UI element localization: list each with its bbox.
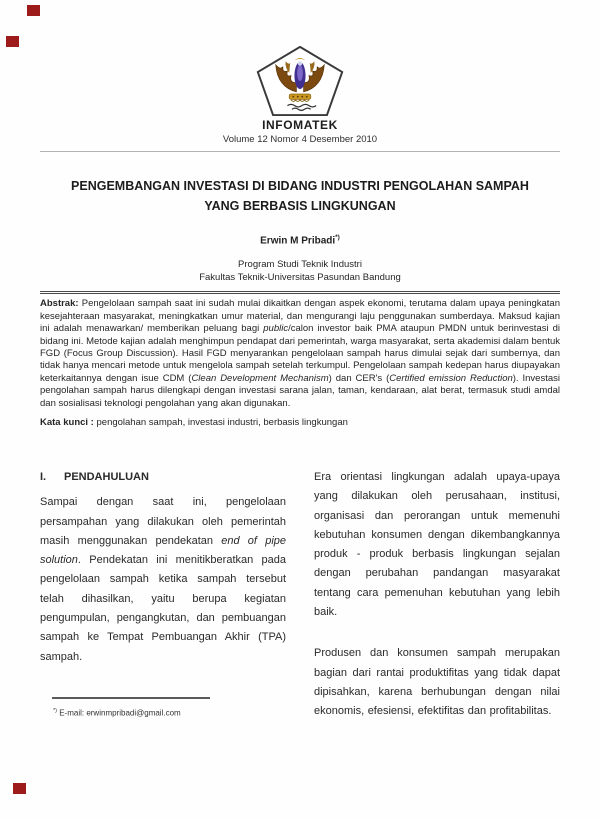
author-name: Erwin M Pribadi: [260, 235, 336, 247]
red-registration-mark: [27, 5, 40, 16]
right-column: [314, 468, 560, 723]
intro-text-run: Sampai dengan saat ini, pengelolaan persampahan yang dilakukan oleh pemerintah masih menggunakan pendekatan: [40, 496, 286, 547]
section-number: I.: [40, 470, 47, 483]
abstract-text-run: /calon investor baik PMA ataupun PMDN untuk berinvestasi di bidang ini. Metode kajian adalah menghimpun pendapat dari pemerintah, warga masyarakat, serta akademisi dalam bentuk FGD (Focus Group Discussion). Hasil FGD menyarankan pengelolaan sampah harus dimulai sejak dari sumbernya, dan tidak hanya mencari metode untuk mengelola sampah setelah terkumpul. Pengelolaan sampah kedepan harus diupayakan keterkaitannya dengan isue CDM (: [40, 323, 561, 384]
footnote-divider: [52, 697, 210, 699]
header-divider: [40, 151, 560, 152]
author-line: [40, 234, 560, 246]
intro-text-run: . Pendekatan ini menitikberatkan pada pengelolaan sampah ketika sampah tersebut telah dihasilkan, yaitu berupa kegiatan pengumpulan, pengangkutan, dan pembuangan sampah ke Tempat Pembuangan Akhir (TPA) sampah.: [40, 554, 286, 663]
abstract-italic-run: public: [263, 323, 289, 335]
keywords-label: Kata kunci :: [40, 416, 94, 428]
footnote-email-text: E-mail: erwinmpribadi@gmail.com: [56, 708, 181, 718]
affiliation-line2: Fakultas Teknik-Universitas Pasundan Bandung: [199, 272, 401, 284]
left-column: [40, 468, 286, 723]
keywords-line: [40, 417, 560, 428]
abstract-text-run: ) dan CER's (: [328, 372, 390, 384]
article-title-line2: YANG BERBASIS LINGKUNGAN: [204, 199, 396, 213]
footnote-mark: *): [53, 707, 57, 714]
two-column-body: [40, 468, 560, 723]
article-title-line1: PENGEMBANGAN INVESTASI DI BIDANG INDUSTRI PENGOLAHAN SAMPAH: [71, 179, 529, 193]
abstract-text-run: ). Investasi pengolahan sampah harus dilengkapi dengan investasi sarana jalan, taman, kendaraan, alat berat, termasuk studi amdal dan sosialisasi teknologi pengolahan yang akan digunakan.: [40, 372, 560, 409]
red-registration-mark: [6, 36, 19, 47]
abstract-paragraph: [40, 298, 560, 410]
red-registration-mark: [13, 783, 26, 794]
abstract-text-run: Pengelolaan sampah saat ini sudah mulai dikaitkan dengan aspek ekonomi, terutama dalam upaya peningkatan kesejahteraan masyarakat, meningkatkan umur material, dan mengurangi laju penggunakan sumberdaya. Maksud kajian ini adalah menawarkan/ memberikan peluang bagi: [40, 298, 560, 335]
intro-paragraph: [40, 493, 286, 667]
affiliation: [40, 258, 560, 284]
university-logo: [252, 46, 348, 116]
abstract-label: Abstrak:: [40, 298, 79, 310]
section-heading-pendahuluan: [40, 468, 286, 487]
right-paragraph-1: Era orientasi lingkungan adalah upaya-upaya yang dilakukan oleh perusahaan, institusi, organisasi dan perorangan untuk memenuhi kebutuhan konsumen dengan dikembangkannya produk - produk berbasis lingkungan sejalan dengan perubahan pandangan masyarakat tentang cara pemenuhan kebutuhan yang lebih baik.: [314, 470, 560, 619]
intro-italic-run: end of pipe solution: [40, 534, 287, 567]
footnote-email: [53, 702, 286, 723]
section-title: PENDAHULUAN: [64, 470, 149, 483]
keywords-text: pengolahan sampah, investasi industri, berbasis lingkungan: [93, 416, 348, 428]
affiliation-line1: Program Studi Teknik Industri: [238, 259, 362, 271]
author-footnote-mark: *): [335, 234, 340, 241]
abstract-italic-run: Certified emission Reduction: [389, 372, 513, 384]
footnote-block: [40, 697, 286, 723]
article-title: [40, 176, 560, 216]
right-paragraph-2: Produsen dan konsumen sampah merupakan bagian dari rantai produktifitas yang tidak dapat dipisahkan, karena berhubungan dengan nilai ekonomis, efesiensi, efektifitas dan profitabilitas.: [314, 647, 560, 718]
abstract-italic-run: Clean Development Mechanism: [191, 372, 329, 384]
journal-header: [0, 0, 600, 145]
abstract-section: [40, 291, 560, 410]
journal-name: INFOMATEK: [262, 118, 338, 132]
journal-volume-line: Volume 12 Nomor 4 Desember 2010: [222, 134, 378, 145]
pasundan-emblem-icon: [252, 46, 348, 116]
